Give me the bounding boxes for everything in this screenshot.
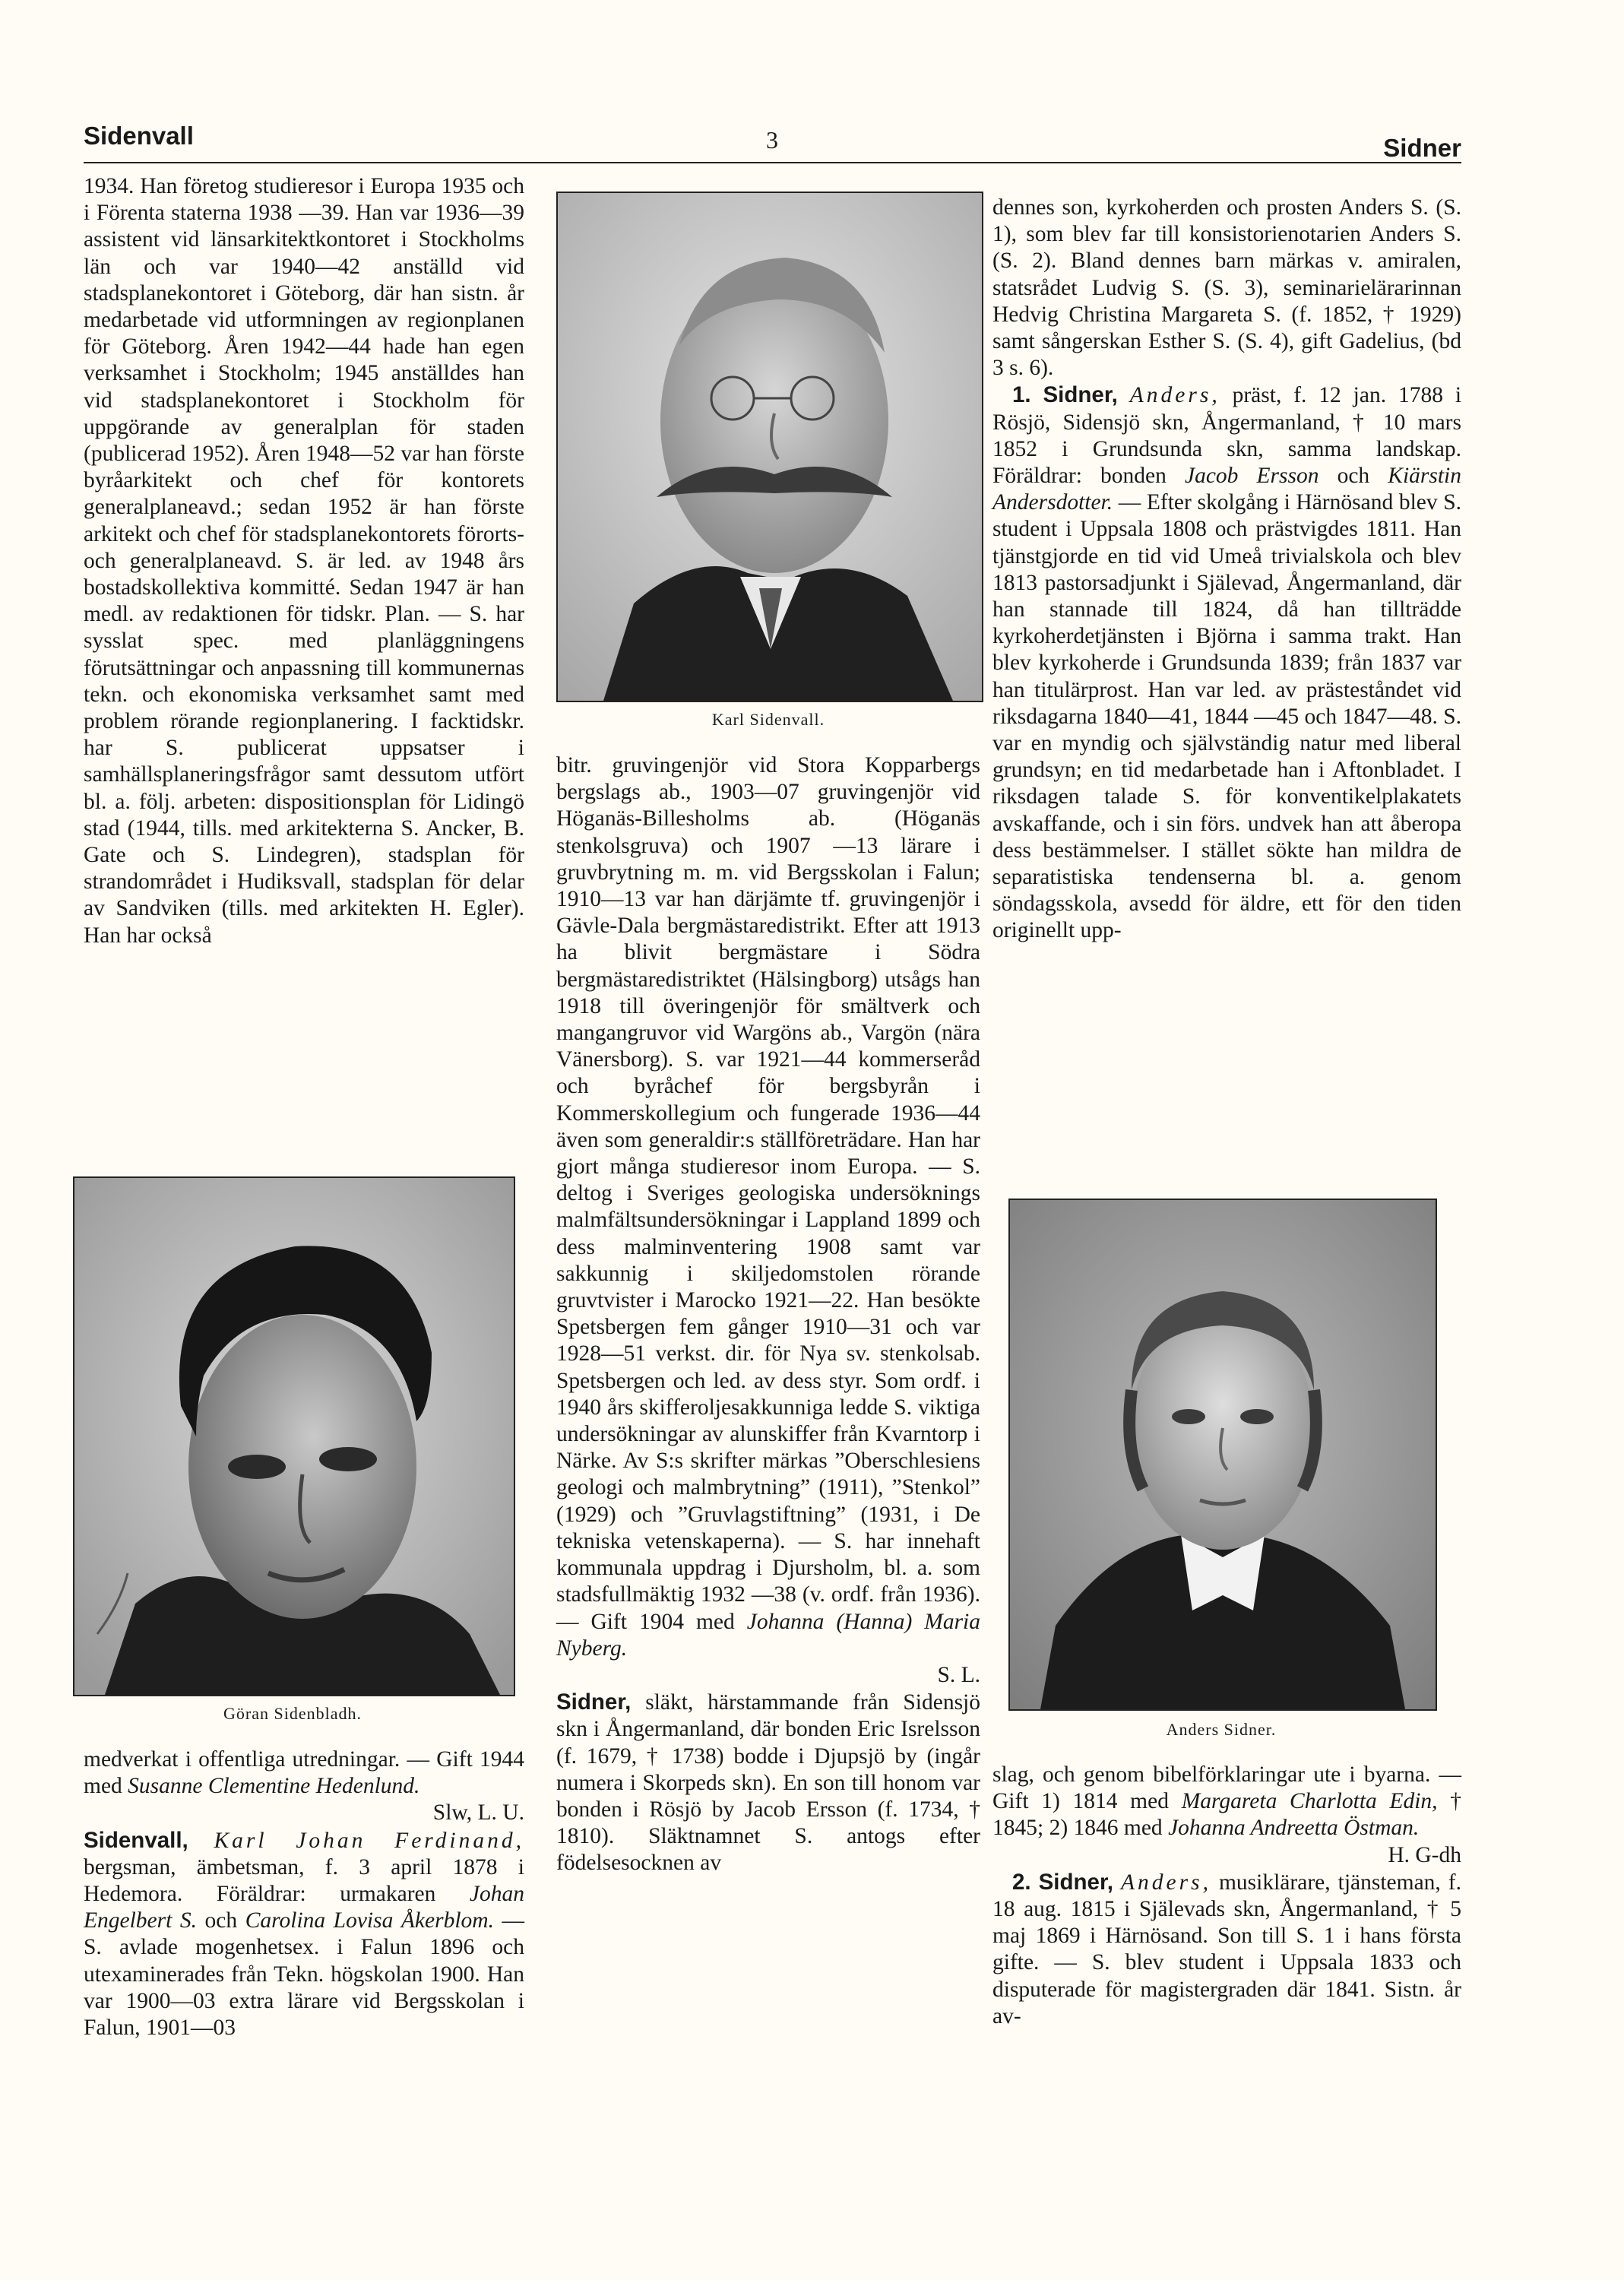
- paragraph-goran-cont: 1934. Han företog studieresor i Europa 1935 och i Förenta staterna 1938 —39. Han var 1936—39 assistent vid länsarkitektkontoret i Stockholms län och var 1940—42 anställd vid stadsplanekontoret i Göteborg, där han sistn. år medarbetade vid utformningen av regionplanen för Göteborg. Åren 1942—44 hade han egen verksamhet i Stockholm; 1945 anställdes han vid stadsplanekontoret i Stockholm för uppgörande av generalplan för staden (publicerad 1952). Åren 1948—52 var han förste byråarkitekt och chef för kontorets generalplaneavd.; sedan 1952 är han förste arkitekt och chef för stadsplanekontorets förorts- och generalplaneavd. S. är led. av 1948 års bostadskollektiva kommitté. Sedan 1947 är han medl. av redaktionen för tidskr. Plan. — S. har sysslat spec. med planläggningens förutsättningar och anpassning till kommunernas tekn. och ekonomiska verksamhet samt med problem rörande regionplanering. I facktidskr. har S. publicerat uppsatser i samhällsplaneringsfrågor samt dessutom utfört bl. a. följ. arbeten: dispositionsplan för Lidingö stad (1944, tills. med arkitekterna S. Ancker, B. Gate och S. Lindegren), stadsplan för strandområdet i Hudiksvall, stadsplan för delar av Sandviken (tills. med arkitekten H. Egler). Han har också: [84, 174, 524, 948]
- column-1-bottom: [84, 1746, 524, 2041]
- column-2: [556, 752, 980, 1877]
- signature-slw: Slw, L. U.: [432, 1800, 524, 1826]
- running-head-right: Sidner: [1383, 134, 1461, 162]
- portrait-goran-sidenbladh: [73, 1176, 515, 1696]
- signature-hgdh: H. G-dh: [1388, 1842, 1461, 1867]
- header-rule: [84, 162, 1461, 163]
- paragraph-goran-end: medverkat i offentliga utredningar. — Gift 1944 med Susanne Clementine Hedenlund.: [84, 1747, 524, 1799]
- entry-karl-cont: bitr. gruvingenjör vid Stora Kopparbergs bergslags ab., 1903—07 gruvingenjör vid Höganäs-Billesholms ab. (Höganäs stenkolsgruva) och 1907 —13 lärare i gruvbrytning m. m. vid Bergsskolan i Falun; 1910—13 var han därjämte tf. gruvingenjör i Gävle-Dala bergmästaredistrikt. Efter att 1913 ha blivit bergmästare i Södra bergmästaredistriktet (Hälsingborg) utsågs han 1918 till överingenjör för smältverk och mangangruvor vid Wargöns ab., Vargön (nära Vänersborg). S. var 1921—44 kommerseråd och byråchef för bergsbyrån i Kommerskollegium och fungerade 1936—44 även som generaldir:s ställföreträdare. Han har gjort många studieresor inom Europa. — S. deltog i Sveriges geologiska undersöknings malmfältsundersökningar i Lappland 1899 och dess malminventering 1908 samt var sakkunnig i skiljedomstolen rörande gruvtvister i Marocko 1921—22. Han besökte Spetsbergen fem gånger 1910—31 och var 1928—51 verkst. dir. för Nya sv. stenkolsab. Spetsbergen och led. av dess styr. Som ordf. i 1940 års skifferoljesakkunniga ledde S. viktiga undersökningar av alunskiffer från Kvarntorp i Närke. Av S:s skrifter märkas ”Oberschlesiens geologi och malmbrytning” (1911), ”Stenkol” (1929) och ”Gruvlagstiftning” (1931, i De tekniska vetenskaperna). — S. har innehaft kommunala uppdrag i Djursholm, bl. a. som stadsfullmäktig 1932 —38 (v. ordf. från 1936). — Gift 1904 med Johanna (Hanna) Maria Nyberg.: [556, 753, 981, 1661]
- caption-goran: Göran Sidenbladh.: [223, 1704, 362, 1723]
- entry-anders-sidner-1: 1. Sidner, Anders, präst, f. 12 jan. 1788 i Rösjö, Sidensjö skn, Ångermanland, † 10 mars 1852 i Grundsunda skn, samma landskap. Föräldrar: bonden Jacob Ersson och Kiärstin Andersdotter. — Efter skolgång i Härnösand blev S. student i Uppsala 1808 och prästvigdes 1811. Han tjänstgjorde en tid vid Umeå trivialskola och blev 1813 pastorsadjunkt i Själevad, Ångermanland, där han stannade till 1824, då han tillträdde kyrkoherdetjänsten i Björna i samma trakt. Han blev kyrkoherde i Grundsunda 1839; från 1837 var han titulärprost. Han var led. av prästeståndet vid riksdagarna 1840—41, 1844 —45 och 1847—48. S. var en myndig och självständig natur med liberal grundsyn; en tid medarbetade han i Aftonbladet. I riksdagen talade S. för konventikelplakatets avskaffande, och i sin förs. undvek han att åberopa dess bestämmelser. I stället sökte han mildra de separatistiska tendenserna bl. a. genom söndagsskola, avsedd för äldre, ett för den tiden originellt upp-: [992, 382, 1462, 943]
- signature-sl: S. L.: [937, 1662, 980, 1687]
- entry-anders-sidner-1-end: slag, och genom bibelförklaringar ute i byarna. — Gift 1) 1814 med Margareta Charlotta Edin, † 1845; 2) 1846 med Johanna Andreetta Östman.: [992, 1762, 1462, 1841]
- entry-sidner-family: Sidner, släkt, härstammande från Sidensjö skn i Ångermanland, där bonden Eric Isrelsson (f. 1679, † 1738) bodde i Djupsjö by (ingår numera i Skorpeds skn). En son till honom var bonden i Rösjö by Jacob Ersson (f. 1734, † 1810). Släktnamnet S. antogs efter födelsesocknen av: [556, 1689, 980, 1876]
- caption-karl: Karl Sidenvall.: [711, 710, 825, 729]
- portrait-anders-sidner: [1008, 1199, 1437, 1711]
- entry-anders-sidner-2: 2. Sidner, Anders, musiklärare, tjänsteman, f. 18 aug. 1815 i Själevads skn, Ångermanland, † 5 maj 1869 i Härnösand. Son till S. 1 i hans första gifte. — S. blev student i Uppsala 1833 och disputerade för magistergraden där 1841. Sistn. år av-: [992, 1869, 1461, 2028]
- caption-anders: Anders Sidner.: [1166, 1720, 1277, 1739]
- entry-sidner-family-cont: dennes son, kyrkoherden och prosten Anders S. (S. 1), som blev far till konsistorienotarien Anders S. (S. 2). Bland dennes barn märkas v. amiralen, statsrådet Ludvig S. (S. 3), seminarielärarinnan Hedvig Christina Margareta S. (f. 1852, † 1929) samt sångerskan Esther S. (S. 4), gift Gadelius, (bd 3 s. 6).: [992, 195, 1461, 381]
- entry-karl-sidenvall: Sidenvall, Karl Johan Ferdinand, bergsman, ämbetsman, f. 3 april 1878 i Hedemora. Föräldrar: urmakaren Johan Engelbert S. och Carolina Lovisa Åkerblom. — S. avlade mogenhetsex. i Falun 1896 och utexaminerades från Tekn. högskolan 1900. Han var 1900—03 extra lärare vid Bergsskolan i Falun, 1901—03: [84, 1827, 525, 2041]
- column-3-top: [992, 195, 1461, 945]
- column-3-bottom: [992, 1762, 1461, 2030]
- column-1-top: [84, 173, 524, 949]
- portrait-karl-sidenvall: [556, 192, 983, 702]
- running-head-left: Sidenvall: [84, 122, 194, 150]
- page-number: 3: [766, 126, 778, 154]
